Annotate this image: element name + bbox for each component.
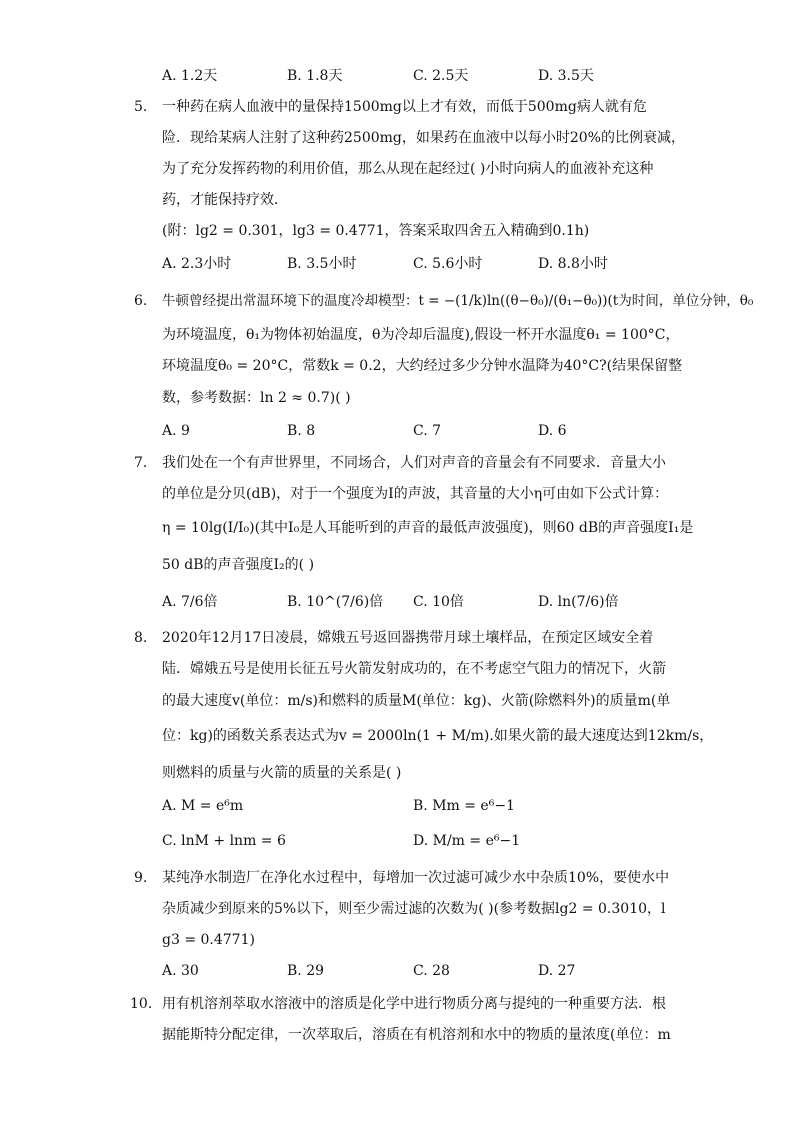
q8-line-3: 的最大速度v(单位：m/s)和燃料的质量M(单位：kg)、火箭(除燃料外)的质量m(单	[162, 693, 671, 709]
q6-line-1: 牛顿曾经提出常温环境下的温度冷却模型：t = −(1/k)ln((θ−θ₀)/(θ₁−θ₀))(t为时间，单位分钟，θ₀	[162, 293, 754, 309]
q7-option-a: A. 7/6倍	[162, 594, 218, 610]
q8-option-b: B. Mm = e⁶−1	[413, 798, 515, 814]
q9-option-b: B. 29	[287, 963, 325, 979]
q6-option-a: A. 9	[162, 423, 190, 439]
q8-number: 8.	[134, 630, 148, 646]
q5-note: (附：lg2 = 0.301，lg3 = 0.4771，答案采取四舍五入精确到0.1h)	[162, 223, 590, 239]
q9-line-3: g3 = 0.4771)	[162, 932, 255, 948]
q8-line-5: 则燃料的质量与火箭的质量的关系是( )	[162, 765, 402, 781]
q5-line-3: 为了充分发挥药物的利用价值，那么从现在起经过( )小时向病人的血液补充这种	[162, 161, 654, 177]
q4-option-d: D. 3.5天	[538, 68, 594, 84]
q7-line-1: 我们处在一个有声世界里，不同场合，人们对声音的音量会有不同要求．音量大小	[162, 455, 666, 471]
q7-line-2: 的单位是分贝(dB)，对于一个强度为I的声波，其音量的大小η可由如下公式计算：	[162, 486, 669, 502]
q4-option-b: B. 1.8天	[287, 68, 343, 84]
q5-option-d: D. 8.8小时	[538, 256, 608, 272]
q6-line-2: 为环境温度，θ₁为物体初始温度，θ为冷却后温度),假设一杯开水温度θ₁ = 100°C，	[162, 327, 680, 343]
q5-line-4: 药，才能保持疗效．	[162, 192, 288, 208]
q10-line-1: 用有机溶剂萃取水溶液中的溶质是化学中进行物质分离与提纯的一种重要方法．根	[162, 996, 666, 1012]
q7-option-c: C. 10倍	[413, 594, 464, 610]
q9-line-1: 某纯净水制造厂在净化水过程中，每增加一次过滤可减少水中杂质10%，要使水中	[162, 870, 670, 886]
q7-line-4: 50 dB的声音强度I₂的( )	[162, 557, 315, 573]
q5-line-1: 一种药在病人血液中的量保持1500mg以上才有效，而低于500mg病人就有危	[162, 99, 647, 115]
q5-option-a: A. 2.3小时	[162, 256, 232, 272]
q5-option-c: C. 5.6小时	[413, 256, 483, 272]
q9-option-a: A. 30	[162, 963, 199, 979]
q7-number: 7.	[134, 455, 148, 471]
q9-option-c: C. 28	[413, 963, 450, 979]
q8-option-d: D. M/m = e⁶−1	[413, 833, 521, 849]
q6-number: 6.	[134, 293, 148, 309]
q8-line-2: 陆．嫦娥五号是使用长征五号火箭发射成功的，在不考虑空气阻力的情况下，火箭	[162, 661, 666, 677]
q6-option-b: B. 8	[287, 423, 316, 439]
q7-option-d: D. ln(7/6)倍	[538, 594, 619, 610]
q6-option-c: C. 7	[413, 423, 442, 439]
q4-option-c: C. 2.5天	[413, 68, 469, 84]
q5-number: 5.	[134, 99, 148, 115]
q8-option-c: C. lnM + lnm = 6	[162, 833, 286, 849]
q9-option-d: D. 27	[538, 963, 576, 979]
q10-line-2: 据能斯特分配定律，一次萃取后，溶质在有机溶剂和水中的物质的量浓度(单位：m	[162, 1027, 671, 1043]
q9-line-2: 杂质减少到原来的5%以下，则至少需过滤的次数为( )(参考数据lg2 = 0.3010，l	[162, 901, 666, 917]
q8-option-a: A. M = e⁶m	[162, 798, 244, 814]
q6-option-d: D. 6	[538, 423, 567, 439]
q7-line-3: η = 10lg(I/I₀)(其中I₀是人耳能听到的声音的最低声波强度)，则60 dB的声音强度I₁是	[162, 520, 694, 536]
q8-line-4: 位：kg)的函数关系表达式为v = 2000ln(1 + M/m).如果火箭的最大速度达到12km/s，	[162, 728, 714, 744]
q4-option-a: A. 1.2天	[162, 68, 218, 84]
q6-line-4: 数，参考数据：ln 2 ≈ 0.7)( )	[162, 390, 351, 406]
q8-line-1: 2020年12月17日凌晨，嫦娥五号返回器携带月球土壤样品，在预定区域安全着	[162, 630, 654, 646]
q10-number: 10.	[130, 996, 153, 1012]
q5-option-b: B. 3.5小时	[287, 256, 357, 272]
q5-line-2: 险．现给某病人注射了这种药2500mg，如果药在血液中以每小时20%的比例衰减，	[162, 130, 685, 146]
q6-line-3: 环境温度θ₀ = 20°C，常数k = 0.2，大约经过多少分钟水温降为40°C?(结果保留整	[162, 358, 683, 374]
q7-option-b: B. 10^(7/6)倍	[287, 594, 384, 610]
q9-number: 9.	[134, 870, 148, 886]
